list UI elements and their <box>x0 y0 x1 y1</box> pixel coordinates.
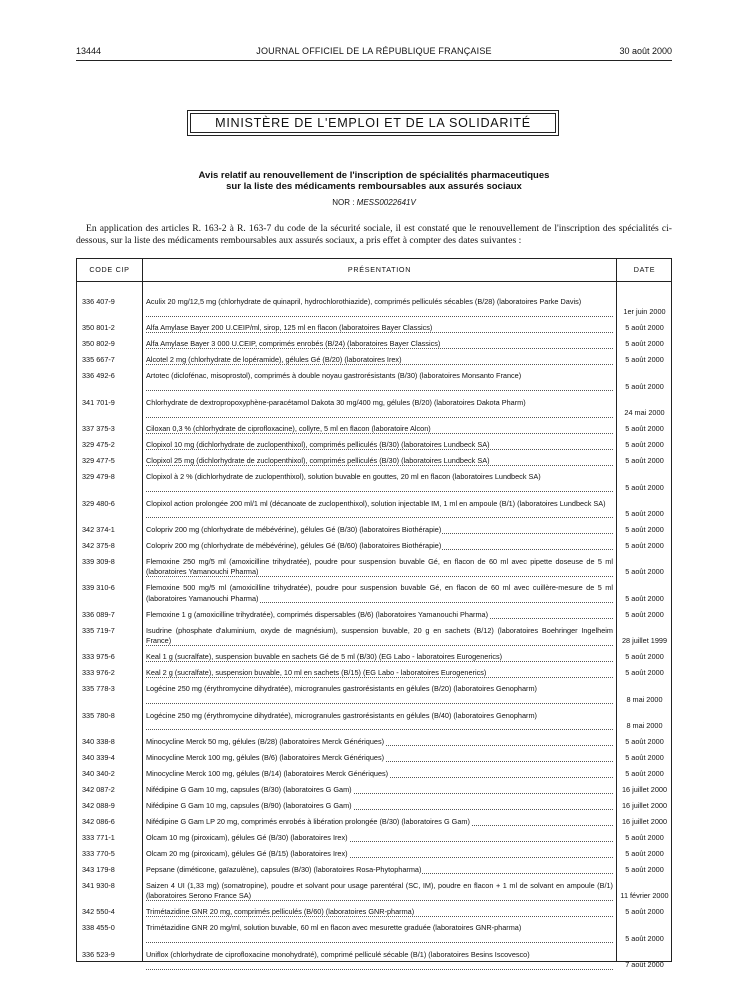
presentation-text <box>146 371 613 381</box>
presentation-label: Clopixol action prolongée 200 ml/1 ml (décanoate de zuclopenthixol), solution injectable IM, 1 ml en ampoule (B/1) (laboratoires Lundbeck SA) <box>146 498 606 508</box>
cip-code: 329 475-2 <box>82 440 115 450</box>
effective-date: 5 août 2000 <box>625 609 664 619</box>
cip-code: 341 930-8 <box>82 881 115 890</box>
effective-date: 11 février 2000 <box>620 891 669 901</box>
table-row <box>77 668 671 678</box>
presentation-label: Flemoxine 500 mg/5 ml (amoxicilline trihydratée), poudre pour suspension buvable Gé, en flacon de 60 ml avec cuillère-mesure de 5 ml (laboratoires Yamanouchi Pharma) <box>146 583 613 603</box>
effective-date: 1er juin 2000 <box>623 307 666 317</box>
effective-date: 5 août 2000 <box>625 737 664 746</box>
page-header <box>76 44 672 58</box>
cip-code: 339 310-6 <box>82 583 115 593</box>
column-header-presentation: PRÉSENTATION <box>347 265 412 274</box>
presentation-text <box>146 424 613 434</box>
cip-code: 329 479-8 <box>82 472 115 482</box>
table-row <box>77 525 671 535</box>
effective-date: 5 août 2000 <box>625 339 664 349</box>
presentation-text <box>146 769 613 779</box>
presentation-text <box>146 737 613 747</box>
table-row <box>77 801 671 811</box>
effective-date: 5 août 2000 <box>625 865 664 874</box>
effective-date: 5 août 2000 <box>625 424 664 434</box>
column-header-code: CODE CIP <box>89 265 130 274</box>
presentation-text <box>146 865 613 875</box>
presentation-text <box>146 817 613 827</box>
effective-date: 16 juillet 2000 <box>621 817 668 826</box>
presentation-label: Logécine 250 mg (érythromycine dihydratée), microgranules gastrorésistants en gélules (B/20) (laboratoires Genopharm) <box>146 684 537 694</box>
presentation-text <box>146 525 613 535</box>
presentation-label: Uniflox (chlorhydrate de ciprofloxacine monohydraté), comprimé pelliculé sécable (B/1) (laboratoires Besins Iscovesco) <box>146 949 530 959</box>
table-row <box>77 355 671 365</box>
effective-date: 5 août 2000 <box>625 907 664 917</box>
presentation-text <box>146 684 613 694</box>
effective-date: 16 juillet 2000 <box>621 785 668 794</box>
effective-date: 24 mai 2000 <box>624 408 665 418</box>
presentation-label: Olcam 20 mg (piroxicam), gélules Gé (B/15) (laboratoires Irex) <box>146 849 348 858</box>
presentation-label: Nifédipine G Gam 10 mg, capsules (B/30) (laboratoires G Gam) <box>146 785 352 794</box>
table-row <box>77 753 671 763</box>
presentation-text <box>146 557 613 578</box>
table-row <box>77 472 671 493</box>
table-row <box>77 371 671 392</box>
table-row <box>77 456 671 466</box>
effective-date: 28 juillet 1999 <box>621 636 668 646</box>
presentation-text <box>146 833 613 843</box>
notice-title-line1: Avis relatif au renouvellement de l'inscription de spécialités pharmaceutiques <box>198 170 550 181</box>
header-separator <box>77 281 671 282</box>
table-row <box>77 711 671 732</box>
cip-code: 329 477-5 <box>82 456 115 466</box>
effective-date: 5 août 2000 <box>625 833 664 842</box>
presentation-label: Ciloxan 0,3 % (chlorhydrate de ciprofloxacine), collyre, 5 ml en flacon (laboratoire Alcon) <box>146 424 431 434</box>
presentation-text <box>146 297 613 307</box>
table-row <box>77 424 671 434</box>
table-row <box>77 769 671 779</box>
nor-reference <box>76 198 672 208</box>
presentation-text <box>146 339 613 349</box>
presentation-text <box>146 950 613 960</box>
presentation-label: Minocycline Merck 50 mg, gélules (B/28) (laboratoires Merck Génériques) <box>146 737 385 746</box>
effective-date: 5 août 2000 <box>625 593 664 603</box>
effective-date: 5 août 2000 <box>625 849 664 858</box>
presentation-text <box>146 610 613 620</box>
table-row <box>77 737 671 747</box>
table-row <box>77 440 671 450</box>
table-row <box>77 865 671 875</box>
table-row <box>77 849 671 859</box>
cip-code: 329 480-6 <box>82 498 115 508</box>
effective-date: 5 août 2000 <box>625 456 664 466</box>
table-row <box>77 610 671 620</box>
dot-leader <box>146 941 613 943</box>
cip-code: 335 719-7 <box>82 625 115 635</box>
cip-code: 340 338-8 <box>82 737 115 746</box>
presentation-text <box>146 440 613 450</box>
presentation-label: Colopriv 200 mg (chlorhydrate de mébévérine), gélules Gé (B/30) (laboratoires Biothérapie) <box>146 525 442 534</box>
table-row <box>77 297 671 318</box>
intro-paragraph: En application des articles R. 163-2 à R. 163-7 du code de la sécurité sociale, il est constaté que le renouvellement de l'inscription des spécialités ci-dessous, sur la liste des médicaments remboursables aux assurés sociaux, a pris effet à compter des dates suivantes : <box>76 223 672 246</box>
presentation-text <box>146 753 613 763</box>
cip-code: 340 339-4 <box>82 753 115 762</box>
cip-code: 335 780-8 <box>82 710 115 720</box>
table-row <box>77 626 671 647</box>
presentation-label: Keal 1 g (sucralfate), suspension buvable en sachets Gé de 5 ml (B/30) (EG Labo - laboratoires Eurogenerics) <box>146 652 503 662</box>
cip-code: 342 375-8 <box>82 541 115 550</box>
presentation-label: Nifédipine G Gam LP 20 mg, comprimés enrobés à libération prolongée (B/30) (laboratoires G Gam) <box>146 817 470 826</box>
presentation-label: Alcotel 2 mg (chlorhydrate de lopéramide), gélules Gé (B/20) (laboratoires Irex) <box>146 355 402 365</box>
presentation-text <box>146 923 613 933</box>
dot-leader <box>146 728 613 730</box>
presentation-label: Clopixol à 2 % (dichlorhydrate de zuclopenthixol), solution buvable en gouttes, 20 ml en flacon (laboratoires Lundbeck SA) <box>146 472 541 482</box>
specialties-table <box>76 258 672 970</box>
table-row <box>77 833 671 843</box>
presentation-label: Flemoxine 250 mg/5 ml (amoxicilline trihydratée), poudre pour suspension buvable Gé, en flacon de 60 ml avec pipette doseuse de 5 ml (laboratoires Yamanouchi Pharma) <box>146 557 613 577</box>
effective-date: 5 août 2000 <box>625 933 664 943</box>
table-row <box>77 881 671 902</box>
cip-code: 342 088-9 <box>82 801 115 810</box>
cip-code: 342 374-1 <box>82 525 115 534</box>
effective-date: 7 août 2000 <box>625 960 664 970</box>
presentation-label: Logécine 250 mg (érythromycine dihydratée), microgranules gastrorésistants en gélules (B/40) (laboratoires Genopharm) <box>146 710 537 720</box>
presentation-text <box>146 711 613 721</box>
effective-date: 5 août 2000 <box>625 753 664 762</box>
dot-leader <box>146 490 613 492</box>
presentation-label: Clopixol 25 mg (dichlorhydrate de zuclopenthixol), comprimés pelliculés (B/30) (laboratoires Lundbeck SA) <box>146 456 490 466</box>
cip-code: 350 801-2 <box>82 323 115 333</box>
presentation-label: Saizen 4 UI (1,33 mg) (somatropine), poudre et solvant pour usage parentéral (SC, IM), poudre en flacon + 1 ml de solvant en ampoule (B/1) (laboratoires Serono France SA) <box>146 881 613 901</box>
presentation-text <box>146 398 613 408</box>
presentation-text <box>146 355 613 365</box>
cip-code: 340 340-2 <box>82 769 115 778</box>
cip-code: 333 976-2 <box>82 668 115 678</box>
effective-date: 5 août 2000 <box>625 355 664 365</box>
cip-code: 336 089-7 <box>82 609 115 619</box>
presentation-text <box>146 907 613 917</box>
presentation-text <box>146 323 613 333</box>
effective-date: 5 août 2000 <box>625 482 664 492</box>
table-row <box>77 557 671 578</box>
effective-date: 5 août 2000 <box>625 381 664 391</box>
presentation-text <box>146 785 613 795</box>
cip-code: 335 778-3 <box>82 684 115 694</box>
presentation-text <box>146 472 613 482</box>
effective-date: 8 mai 2000 <box>626 720 663 730</box>
presentation-text <box>146 541 613 551</box>
presentation-text <box>146 652 613 662</box>
column-header-date: DATE <box>633 265 656 274</box>
dot-leader <box>146 315 613 317</box>
presentation-text <box>146 801 613 811</box>
table-row <box>77 652 671 662</box>
notice-title <box>76 170 672 192</box>
effective-date: 5 août 2000 <box>625 525 664 534</box>
dot-leader <box>146 416 613 418</box>
effective-date: 5 août 2000 <box>625 567 664 577</box>
presentation-label: Olcam 10 mg (piroxicam), gélules Gé (B/30) (laboratoires Irex) <box>146 833 348 842</box>
presentation-label: Alfa Amylase Bayer 200 U.CEIP/ml, sirop, 125 ml en flacon (laboratoires Bayer Classics) <box>146 323 433 333</box>
cip-code: 343 179-8 <box>82 865 115 874</box>
presentation-text <box>146 499 613 509</box>
presentation-label: Artotec (diclofénac, misoprostol), comprimés à double noyau gastrorésistants (B/30) (laboratoires Monsanto France) <box>146 371 522 381</box>
cip-code: 350 802-9 <box>82 339 115 349</box>
cip-code: 339 309-8 <box>82 557 115 566</box>
notice-title-line2: sur la liste des médicaments remboursables aux assurés sociaux <box>226 181 522 192</box>
presentation-label: Minocycline Merck 100 mg, gélules (B/14) (laboratoires Merck Génériques) <box>146 769 389 778</box>
presentation-label: Trimétazidine GNR 20 mg/ml, solution buvable, 60 ml en flacon avec mesurette graduée (laboratoires GNR-pharma) <box>146 923 522 933</box>
cip-code: 335 667-7 <box>82 355 115 365</box>
effective-date: 16 juillet 2000 <box>621 801 668 810</box>
journal-title: JOURNAL OFFICIEL DE LA RÉPUBLIQUE FRANÇAISE <box>256 46 492 56</box>
page-number: 13444 <box>76 46 102 56</box>
ministry-title: MINISTÈRE DE L'EMPLOI ET DE LA SOLIDARITÉ <box>187 110 559 136</box>
table-row <box>77 339 671 349</box>
table-row <box>77 323 671 333</box>
effective-date: 5 août 2000 <box>625 652 664 662</box>
presentation-label: Minocycline Merck 100 mg, gélules (B/6) (laboratoires Merck Génériques) <box>146 753 385 762</box>
presentation-label: Isudrine (phosphate d'aluminium, oxyde de magnésium), suspension buvable, 20 g en sachets (B/12) (laboratoires Boehringer Ingelheim France) <box>146 625 613 646</box>
effective-date: 8 mai 2000 <box>626 694 663 704</box>
cip-code: 342 086-6 <box>82 817 115 826</box>
effective-date: 5 août 2000 <box>625 323 664 333</box>
presentation-text <box>146 583 613 604</box>
dot-leader <box>146 968 613 970</box>
presentation-text <box>146 849 613 859</box>
nor-code: MESS0022641V <box>356 198 416 207</box>
cip-code: 341 701-9 <box>82 397 115 407</box>
table-row <box>77 950 671 971</box>
presentation-label: Flemoxine 1 g (amoxicilline trihydratée), comprimés dispersables (B/6) (laboratoires Yamanouchi Pharma) <box>146 609 489 619</box>
nor-label: NOR : <box>332 198 355 207</box>
cip-code: 342 087-2 <box>82 785 115 794</box>
presentation-text <box>146 626 613 647</box>
table-row <box>77 923 671 944</box>
presentation-label: Alfa Amylase Bayer 3 000 U.CEIP, comprimés enrobés (B/24) (laboratoires Bayer Classics) <box>146 339 441 349</box>
header-rule <box>76 60 672 61</box>
table-row <box>77 785 671 795</box>
presentation-label: Clopixol 10 mg (dichlorhydrate de zuclopenthixol), comprimés pelliculés (B/30) (laboratoires Lundbeck SA) <box>146 440 490 450</box>
dot-leader <box>146 389 613 391</box>
presentation-text <box>146 668 613 678</box>
cip-code: 336 407-9 <box>82 297 115 306</box>
presentation-text <box>146 881 613 902</box>
presentation-label: Trimétazidine GNR 20 mg, comprimés pelliculés (B/60) (laboratoires GNR-pharma) <box>146 907 415 917</box>
presentation-label: Pepsane (diméticone, gaïazulène), capsules (B/30) (laboratoires Rosa-Phytopharma) <box>146 865 422 874</box>
cip-code: 337 375-3 <box>82 424 115 434</box>
cip-code: 342 550-4 <box>82 907 115 917</box>
table-row <box>77 398 671 419</box>
table-row <box>77 817 671 827</box>
table-row <box>77 907 671 917</box>
table-row <box>77 583 671 604</box>
cip-code: 338 455-0 <box>82 923 115 933</box>
cip-code: 333 771-1 <box>82 833 115 842</box>
dot-leader <box>146 516 613 518</box>
presentation-label: Chlorhydrate de dextropropoxyphène-paracétamol Dakota 30 mg/400 mg, gélules (B/20) (laboratoires Dakota Pharm) <box>146 397 526 407</box>
issue-date: 30 août 2000 <box>619 46 672 56</box>
table-row <box>77 541 671 551</box>
effective-date: 5 août 2000 <box>625 541 664 550</box>
effective-date: 5 août 2000 <box>625 440 664 450</box>
presentation-label: Colopriv 200 mg (chlorhydrate de mébévérine), gélules Gé (B/60) (laboratoires Biothérapie) <box>146 541 442 550</box>
effective-date: 5 août 2000 <box>625 769 664 778</box>
cip-code: 336 523-9 <box>82 949 115 959</box>
effective-date: 5 août 2000 <box>625 508 664 518</box>
cip-code: 336 492-6 <box>82 371 115 381</box>
presentation-label: Keal 2 g (sucralfate), suspension buvable, 10 ml en sachets (B/15) (EG Labo - laboratoires Eurogenerics) <box>146 668 487 678</box>
table-row <box>77 499 671 520</box>
effective-date: 5 août 2000 <box>625 668 664 678</box>
presentation-label: Nifédipine G Gam 10 mg, capsules (B/90) (laboratoires G Gam) <box>146 801 352 810</box>
dot-leader <box>146 702 613 704</box>
table-row <box>77 684 671 705</box>
presentation-text <box>146 456 613 466</box>
cip-code: 333 975-6 <box>82 652 115 662</box>
presentation-label: Aculix 20 mg/12,5 mg (chlorhydrate de quinapril, hydrochlorothiazide), comprimés pelliculés sécables (B/28) (laboratoires Parke Davis) <box>146 297 582 306</box>
cip-code: 333 770-5 <box>82 849 115 858</box>
